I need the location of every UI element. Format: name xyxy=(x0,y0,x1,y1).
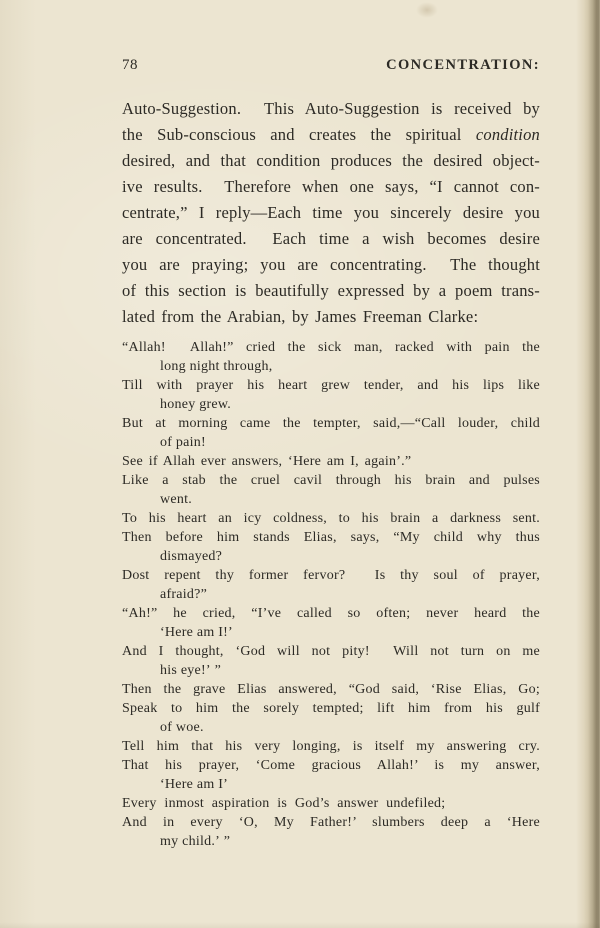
text-segment: the Sub-conscious and creates the spiritual xyxy=(122,125,476,144)
text-segment: Then before him stands Elias, says, “My child why thus xyxy=(122,530,540,545)
text-segment: desired, and that condition produces the desired object- xyxy=(122,151,540,170)
text-segment: ‘Here am I’ xyxy=(160,777,229,792)
text-segment: “Allah! Allah!” cried the sick man, racked with pain the xyxy=(122,340,540,355)
text-segment: ‘Here am I!’ xyxy=(160,625,233,640)
text-segment: But at morning came the tempter, said,—“Call louder, child xyxy=(122,416,540,431)
page-number: 78 xyxy=(122,57,138,73)
poem-line xyxy=(122,604,540,623)
poem-line xyxy=(122,414,540,433)
page-header xyxy=(122,57,540,74)
poem-quote xyxy=(122,338,540,851)
body-paragraph xyxy=(122,96,540,330)
text-segment: ive results. Therefore when one says, “I cannot con- xyxy=(122,177,540,196)
text-segment: Speak to him the sorely tempted; lift him from his gulf xyxy=(122,701,540,716)
poem-line xyxy=(122,566,540,585)
text-segment: of pain! xyxy=(160,435,206,450)
poem-line xyxy=(122,680,540,699)
poem-line xyxy=(122,452,540,471)
poem-line xyxy=(122,357,540,376)
poem-line xyxy=(122,661,540,680)
text-segment: centrate,” I reply—Each time you sincerely desire you xyxy=(122,203,540,222)
scan-smudge xyxy=(416,2,438,18)
poem-line xyxy=(122,642,540,661)
text-segment: That his prayer, ‘Come gracious Allah!’ is my answer, xyxy=(122,758,540,773)
poem-line xyxy=(122,585,540,604)
text-segment: Auto-Suggestion. This Auto-Suggestion is received by xyxy=(122,99,540,118)
text-segment: Every inmost aspiration is God’s answer undefiled; xyxy=(122,796,446,811)
text-segment: went. xyxy=(160,492,192,507)
text-segment: Then the grave Elias answered, “God said, ‘Rise Elias, Go; xyxy=(122,682,540,697)
text-segment: Till with prayer his heart grew tender, and his lips like xyxy=(122,378,540,393)
poem-line xyxy=(122,509,540,528)
text-segment: my child.’ ” xyxy=(160,834,231,849)
text-segment: long night through, xyxy=(160,359,273,374)
text-segment: of this section is beautifully expressed by a poem trans- xyxy=(122,281,540,300)
text-segment: of woe. xyxy=(160,720,204,735)
text-segment: Like a stab the cruel cavil through his brain and pulses xyxy=(122,473,540,488)
text-segment: dismayed? xyxy=(160,549,223,564)
poem-line xyxy=(122,376,540,395)
poem-line xyxy=(122,623,540,642)
text-segment: afraid?” xyxy=(160,587,208,602)
poem-line xyxy=(122,699,540,718)
body-line xyxy=(122,96,540,122)
poem-line xyxy=(122,528,540,547)
body-line xyxy=(122,278,540,304)
body-line xyxy=(122,148,540,174)
poem-line xyxy=(122,832,540,851)
body-line xyxy=(122,304,540,330)
text-segment: you are praying; you are concentrating. The thought xyxy=(122,255,540,274)
poem-line xyxy=(122,338,540,357)
poem-line xyxy=(122,433,540,452)
poem-line xyxy=(122,718,540,737)
body-line xyxy=(122,226,540,252)
poem-line xyxy=(122,471,540,490)
poem-line xyxy=(122,395,540,414)
text-segment: And I thought, ‘God will not pity! Will not turn on me xyxy=(122,644,540,659)
running-header: CONCENTRATION: xyxy=(386,57,540,73)
text-segment: And in every ‘O, My Father!’ slumbers deep a ‘Here xyxy=(122,815,540,830)
poem-line xyxy=(122,775,540,794)
poem-line xyxy=(122,737,540,756)
poem-line xyxy=(122,794,540,813)
text-segment: lated from the Arabian, by James Freeman Clarke: xyxy=(122,307,479,326)
poem-line xyxy=(122,547,540,566)
text-segment: See if Allah ever answers, ‘Here am I, again’.” xyxy=(122,454,412,469)
text-segment: are concentrated. Each time a wish becomes desire xyxy=(122,229,540,248)
text-segment: honey grew. xyxy=(160,397,232,412)
text-segment: his eye!’ ” xyxy=(160,663,222,678)
text-segment: Dost repent thy former fervor? Is thy soul of prayer, xyxy=(122,568,540,583)
poem-line xyxy=(122,490,540,509)
italic-text: condition xyxy=(475,125,540,144)
body-line xyxy=(122,122,540,148)
text-segment: Tell him that his very longing, is itself my answering cry. xyxy=(122,739,540,754)
poem-line xyxy=(122,813,540,832)
body-line xyxy=(122,252,540,278)
body-line xyxy=(122,174,540,200)
body-line xyxy=(122,200,540,226)
poem-line xyxy=(122,756,540,775)
text-segment: “Ah!” he cried, “I’ve called so often; never heard the xyxy=(122,606,540,621)
text-segment: To his heart an icy coldness, to his brain a darkness sent. xyxy=(122,511,540,526)
